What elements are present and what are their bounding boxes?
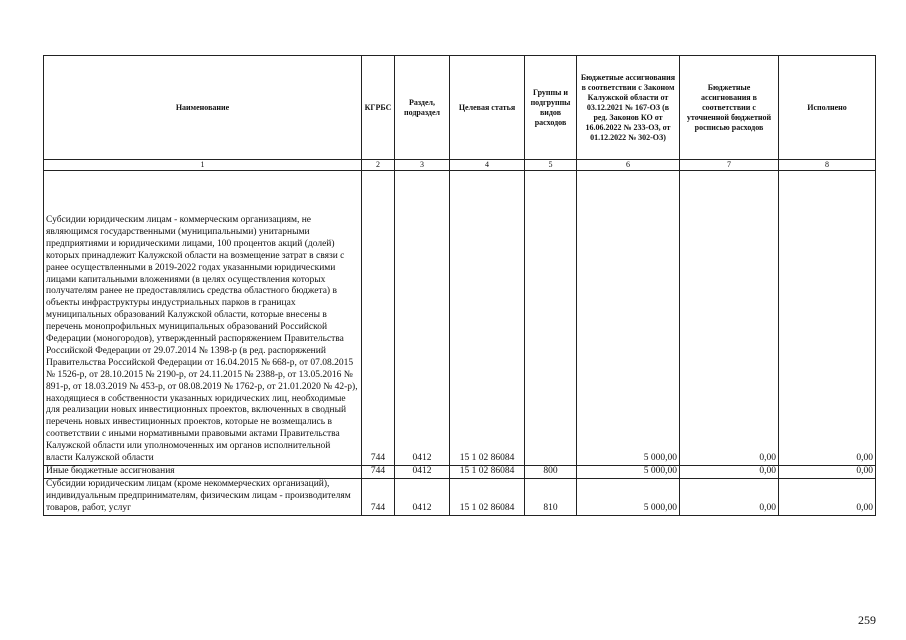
row-refined-amount: 0,00 (680, 171, 779, 466)
row-name: Субсидии юридическим лицам (кроме некоммерческих организаций), индивидуальным предпринимателям, физическим лицам - производителям товаров, работ, услуг (44, 478, 362, 515)
table-row (44, 171, 876, 466)
row-executed: 0,00 (779, 466, 876, 479)
row-kgrbs: 744 (362, 466, 395, 479)
row-target: 15 1 02 86084 (450, 171, 525, 466)
header-law-amount: Бюджетные ассигнования в соответствии с Законом Калужской области от 03.12.2021 № 167-ОЗ (в ред. Законов КО от 16.06.2022 № 233-ОЗ, от 01.12.2022 № 302-ОЗ) (577, 56, 680, 160)
column-number: 7 (680, 160, 779, 171)
row-executed: 0,00 (779, 171, 876, 466)
header-row (44, 56, 876, 160)
row-section: 0412 (395, 466, 450, 479)
row-group: 810 (525, 478, 577, 515)
header-refined-amount: Бюджетные ассигнования в соответствии с уточненной бюджетной росписью расходов (680, 56, 779, 160)
row-law-amount: 5 000,00 (577, 466, 680, 479)
column-number: 5 (525, 160, 577, 171)
row-law-amount: 5 000,00 (577, 478, 680, 515)
row-kgrbs: 744 (362, 478, 395, 515)
row-refined-amount: 0,00 (680, 478, 779, 515)
row-name: Субсидии юридическим лицам - коммерческим организациям, не являющимся государственными (муниципальными) унитарными предприятиями и юридическими лицами, 100 процентов акций (долей) которых принадлежит Калужской области на возмещение затрат в связи с ранее осуществленными в 2019-2022 годах указанными юридическими лицами капитальными вложениями (в целях осуществления которых получателям ранее не предоставлялись средства областного бюджета) в объекты инфраструктуры индустриальных парков в границах муниципальных образований Калужской области, которые внесены в перечень монопрофильных муниципальных образований Российской Федерации (моногородов), утвержденный распоряжением Правительства Российской Федерации от 29.07.2014 № 1398-р (в ред. распоряжений Правительства Российской Федерации от 16.04.2015 № 668-р, от 07.08.2015 № 1526-р, от 28.10.2015 № 2190-р, от 24.11.2015 № 2388-р, от 13.05.2016 № 891-р, от 18.03.2019 № 453-р, от 08.08.2019 № 1762-р, от 21.01.2020 № 42-р), находящиеся в собственности указанных юридических лиц, необходимые для реализации новых инвестиционных проектов, включенных в сводный перечень новых инвестиционных проектов, которые не возмещались в соответствии с иными нормативными правовыми актами Правительства Калужской области или уполномоченных им органов исполнительной власти Калужской области (44, 171, 362, 466)
header-section: Раздел, подраздел (395, 56, 450, 160)
column-number: 8 (779, 160, 876, 171)
column-number: 2 (362, 160, 395, 171)
row-section: 0412 (395, 171, 450, 466)
table-row (44, 466, 876, 479)
header-executed: Исполнено (779, 56, 876, 160)
row-name: Иные бюджетные ассигнования (44, 466, 362, 479)
header-target: Целевая статья (450, 56, 525, 160)
row-section: 0412 (395, 478, 450, 515)
column-number: 6 (577, 160, 680, 171)
row-kgrbs: 744 (362, 171, 395, 466)
row-group (525, 171, 577, 466)
row-refined-amount: 0,00 (680, 466, 779, 479)
header-name: Наименование (44, 56, 362, 160)
table-row (44, 478, 876, 515)
header-group: Группы и подгруппы видов расходов (525, 56, 577, 160)
row-law-amount: 5 000,00 (577, 171, 680, 466)
column-number: 4 (450, 160, 525, 171)
column-number-row (44, 160, 876, 171)
row-target: 15 1 02 86084 (450, 466, 525, 479)
page-number: 259 (858, 613, 876, 627)
budget-table (43, 55, 876, 516)
column-number: 1 (44, 160, 362, 171)
column-number: 3 (395, 160, 450, 171)
row-target: 15 1 02 86084 (450, 478, 525, 515)
row-executed: 0,00 (779, 478, 876, 515)
row-group: 800 (525, 466, 577, 479)
header-kgrbs: КГРБС (362, 56, 395, 160)
